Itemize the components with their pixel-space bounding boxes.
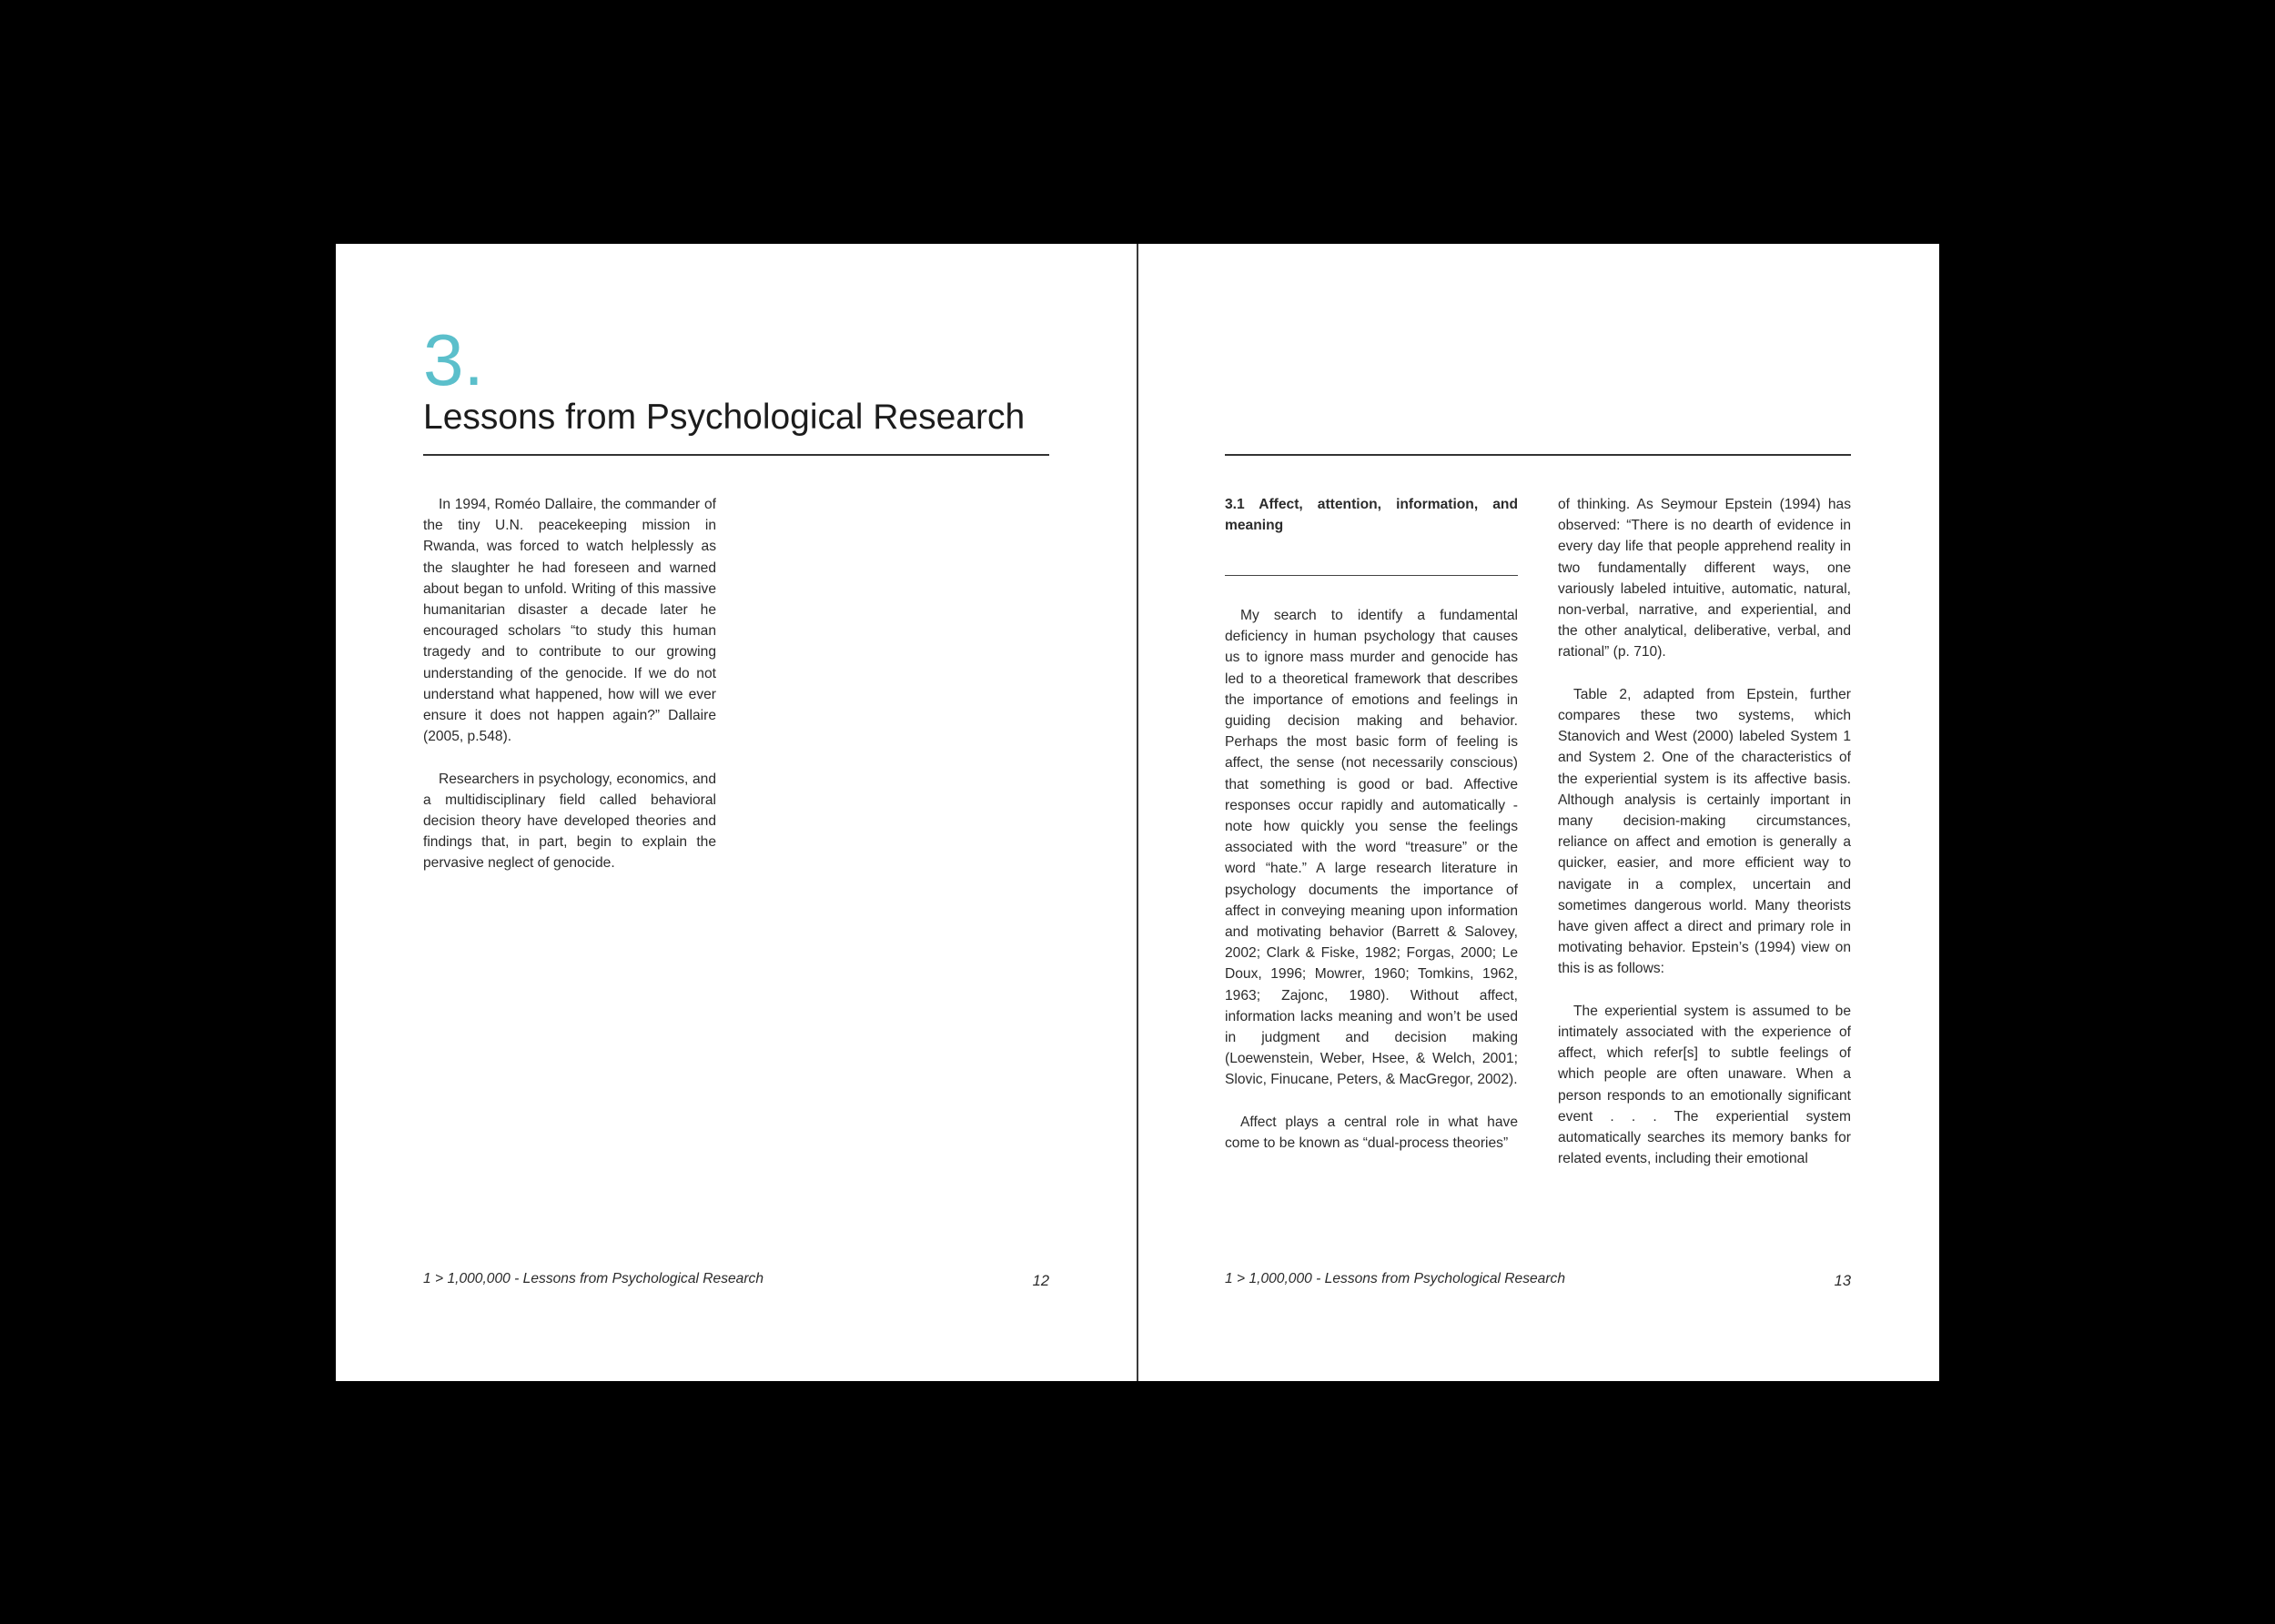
paragraph: Affect plays a central role in what have come to be known as “dual-process theories” bbox=[1225, 1114, 1518, 1152]
book-spread bbox=[336, 244, 1939, 1381]
paragraph-continuation: of thinking. As Seymour Epstein (1994) has observed: “There is no dearth of evidence in every day life that people apprehend reality in two fundamentally different ways, one variously labeled intuitive, automatic, natural, non-verbal, narrative, and experiential, and the other analytical, deliberative, verbal, and rational” (p. 710). bbox=[1558, 497, 1851, 661]
paragraph: Researchers in psychology, economics, and a multidisciplinary field called behavioral decision theory have developed theories and findings that, in part, begin to explain the pervasive neglect of genocide. bbox=[423, 771, 716, 872]
page-number: 12 bbox=[1032, 1273, 1049, 1289]
page-number: 13 bbox=[1834, 1273, 1851, 1289]
top-rule bbox=[1225, 454, 1851, 456]
right-text-column-1 bbox=[1225, 605, 1518, 1175]
right-text-column-2 bbox=[1558, 494, 1851, 1191]
paragraph: In 1994, Roméo Dallaire, the commander of the tiny U.N. peacekeeping mission in Rwanda, was forced to watch helplessly as the slaughter he had foreseen and warned about began to unfold. Writing of this massive humanitarian disaster a decade later he encouraged scholars “to study this human tragedy and to contribute to our growing understanding of the genocide. If we do not understand what happened, how will we ever ensure it does not happen again?” Dallaire (2005, p.548). bbox=[423, 497, 716, 745]
running-footer: 1 > 1,000,000 - Lessons from Psychological Research bbox=[1225, 1271, 1566, 1286]
chapter-title: Lessons from Psychological Research bbox=[423, 398, 1026, 437]
section-rule bbox=[1225, 575, 1518, 576]
running-footer: 1 > 1,000,000 - Lessons from Psychological Research bbox=[423, 1271, 764, 1286]
block-quote: The experiential system is assumed to be intimately associated with the experience of affect, which refer[s] to subtle feelings of which people are often unaware. When a person responds to an emotionally significant event . . . The experiential system automatically searches its memory banks for related events, including their emotional bbox=[1558, 1003, 1851, 1167]
left-page bbox=[336, 244, 1137, 1381]
left-text-column bbox=[423, 494, 716, 895]
section-heading: 3.1 Affect, attention, information, and meaning bbox=[1225, 497, 1518, 534]
title-rule bbox=[423, 454, 1049, 456]
chapter-number: 3. bbox=[423, 319, 484, 400]
paragraph: Table 2, adapted from Epstein, further compares these two systems, which Stanovich and West (2000) labeled System 1 and System 2. One of the characteristics of the experiential system is its affective basis. Although analysis is certainly important in many decision-making circumstances, reliance on affect and emotion is generally a quicker, easier, and more efficient way to navigate in a complex, uncertain and sometimes dangerous world. Many theorists have given affect a direct and primary role in motivating behavior. Epstein’s (1994) view on this is as follows: bbox=[1558, 686, 1851, 977]
right-page bbox=[1138, 244, 1939, 1381]
paragraph: My search to identify a fundamental deficiency in human psychology that causes us to ignore mass murder and genocide has led to a theoretical framework that describes the importance of emotions and feelings in guiding decision making and behavior. Perhaps the most basic form of feeling is affect, the sense (not necessarily conscious) that something is good or bad. Affective responses occur rapidly and automatically - note how quickly you sense the feelings associated with the word “treasure” or the word “hate.” A large research literature in psychology documents the importance of affect in conveying meaning upon information and motivating behavior (Barrett & Salovey, 2002; Clark & Fiske, 1982; Forgas, 2000; Le Doux, 1996; Mowrer, 1960; Tomkins, 1962, 1963; Zajonc, 1980). Without affect, information lacks meaning and won’t be used in judgment and decision making (Loewenstein, Weber, Hsee, & Welch, 2001; Slovic, Finucane, Peters, & MacGregor, 2002). bbox=[1225, 608, 1518, 1088]
